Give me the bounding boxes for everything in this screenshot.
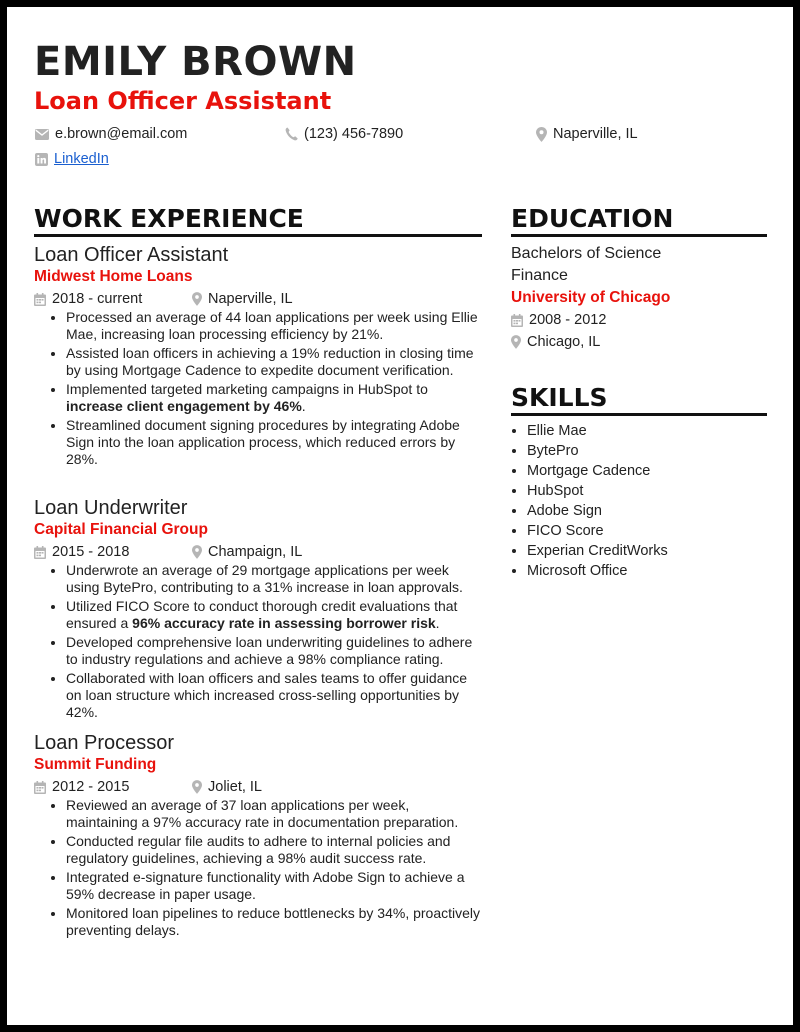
job-dates (34, 777, 192, 797)
skills-list (511, 421, 668, 581)
job-bullets (34, 562, 484, 721)
job-location (192, 289, 293, 309)
location-text: Naperville, IL (553, 126, 638, 142)
company-name: Capital Financial Group (34, 521, 208, 538)
education-entry (511, 243, 767, 353)
work-experience-heading: WORK EXPERIENCE (34, 204, 482, 237)
skill-item: • Ellie Mae (527, 421, 668, 441)
education-heading: EDUCATION (511, 204, 767, 237)
job-title: Loan Underwriter (34, 497, 188, 519)
job-dates-text: 2015 - 2018 (52, 544, 130, 560)
job-bullets (34, 309, 484, 468)
map-pin-icon (536, 127, 547, 142)
calendar-icon (34, 546, 46, 559)
skill-item: • FICO Score (527, 521, 668, 541)
education-location-text: Chicago, IL (527, 334, 601, 350)
skill-item: • Experian CreditWorks (527, 541, 668, 561)
email-text: e.brown@email.com (55, 126, 188, 142)
map-pin-icon (192, 292, 202, 306)
bullet-item: • Reviewed an average of 37 loan applications per week, maintaining a 97% accuracy rate in documentation preparation. (66, 797, 484, 831)
job-location (192, 777, 262, 797)
education-dates-text: 2008 - 2012 (529, 312, 607, 328)
calendar-icon (34, 293, 46, 306)
degree: Bachelors of Science (511, 245, 662, 262)
skill-item: • Mortgage Cadence (527, 461, 668, 481)
bullet-item: • Monitored loan pipelines to reduce bottlenecks by 34%, proactively preventing delays. (66, 905, 484, 939)
bullet-item: • Integrated e-signature functionality with Adobe Sign to achieve a 59% decrease in paper usage. (66, 869, 484, 903)
job-dates (34, 289, 192, 309)
linkedin-icon (35, 153, 48, 166)
map-pin-icon (192, 780, 202, 794)
calendar-icon (511, 314, 523, 327)
education-location (511, 331, 767, 353)
job-meta (34, 542, 484, 562)
skill-item: • Adobe Sign (527, 501, 668, 521)
field-of-study: Finance (511, 267, 568, 284)
map-pin-icon (511, 335, 521, 349)
bullet-item: • Implemented targeted marketing campaigns in HubSpot to increase client engagement by 46%. (66, 381, 484, 415)
job-title: Loan Officer Assistant (34, 244, 229, 266)
bullet-item: • Utilized FICO Score to conduct thorough credit evaluations that ensured a 96% accuracy rate in assessing borrower risk. (66, 598, 484, 632)
skill-item: • BytePro (527, 441, 668, 461)
envelope-icon (35, 129, 49, 140)
resume-page (7, 7, 793, 1025)
job-bullets (34, 797, 484, 939)
bullet-item: • Processed an average of 44 loan applications per week using Ellie Mae, increasing loan processing efficiency by 21%. (66, 309, 484, 343)
contact-linkedin (35, 151, 109, 167)
calendar-icon (34, 781, 46, 794)
job-title: Loan Processor (34, 732, 175, 754)
job-dates-text: 2018 - current (52, 291, 143, 307)
company-name: Summit Funding (34, 756, 157, 773)
contact-email (35, 126, 187, 142)
bullet-item: • Underwrote an average of 29 mortgage applications per week using BytePro, contributing to a 31% increase in loan approvals. (66, 562, 484, 596)
job-dates-text: 2012 - 2015 (52, 779, 130, 795)
skill-item: • HubSpot (527, 481, 668, 501)
job-meta (34, 289, 484, 309)
skills-heading: SKILLS (511, 383, 767, 416)
job-entry (34, 243, 484, 470)
bullet-item: • Developed comprehensive loan underwriting guidelines to adhere to industry regulations and achieve a 98% compliance rating. (66, 634, 484, 668)
school-name: University of Chicago (511, 289, 671, 306)
job-location-text: Naperville, IL (208, 291, 293, 307)
job-entry (34, 731, 484, 941)
job-dates (34, 542, 192, 562)
contact-phone (285, 126, 403, 142)
bullet-item: • Collaborated with loan officers and sales teams to offer guidance on loan structure which increased cross-selling opportunities by 42%. (66, 670, 484, 721)
skill-item: • Microsoft Office (527, 561, 668, 581)
job-location-text: Champaign, IL (208, 544, 303, 560)
job-location-text: Joliet, IL (208, 779, 262, 795)
education-dates (511, 309, 767, 331)
candidate-title: Loan Officer Assistant (34, 87, 332, 115)
bullet-item: • Streamlined document signing procedures by integrating Adobe Sign into the loan application process, which reduced errors by 28%. (66, 417, 484, 468)
bullet-item: • Assisted loan officers in achieving a 19% reduction in closing time by using Mortgage Cadence to expedite document verification. (66, 345, 484, 379)
phone-icon (285, 127, 298, 141)
linkedin-link[interactable]: LinkedIn (54, 151, 109, 167)
company-name: Midwest Home Loans (34, 268, 193, 285)
bullet-item: • Conducted regular file audits to adhere to internal policies and regulatory guidelines, achieving a 98% audit success rate. (66, 833, 484, 867)
phone-text: (123) 456-7890 (304, 126, 404, 142)
map-pin-icon (192, 545, 202, 559)
job-meta (34, 777, 484, 797)
job-location (192, 542, 302, 562)
contact-location (536, 126, 638, 142)
candidate-name: EMILY BROWN (34, 39, 357, 85)
job-entry (34, 496, 484, 723)
